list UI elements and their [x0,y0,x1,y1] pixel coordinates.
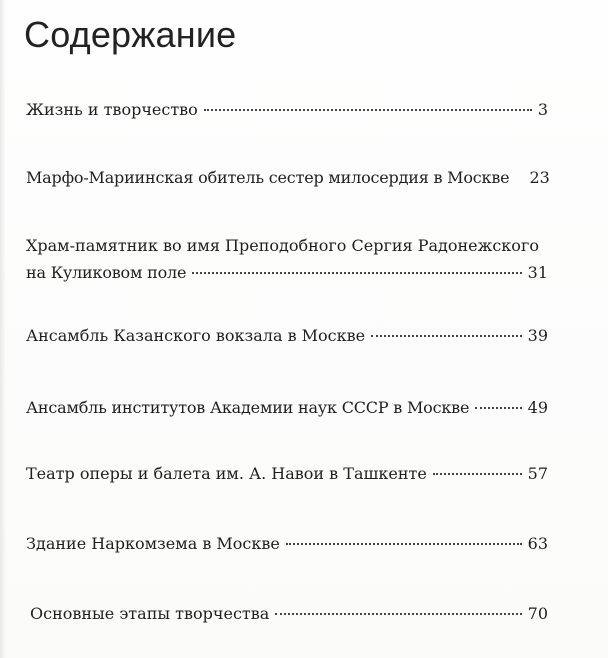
toc-entry-page: 63 [527,534,548,553]
toc-entry-page: 70 [527,604,548,623]
toc-entry-title: Марфо-Мариинская обитель сестер милосердия в Москве [26,168,510,187]
toc-entry [26,530,548,557]
toc-entry-title: Ансамбль Казанского вокзала в Москве [26,326,366,345]
dot-leader [515,177,523,179]
toc-entry [26,460,548,487]
toc-entry-page: 39 [527,326,548,345]
toc-entry [26,96,548,123]
toc-entry-title-line2: на Куликовом поле [26,263,187,282]
toc-entry-title: Здание Наркомзема в Москве [26,534,280,553]
toc-entry-title: Ансамбль институтов Академии наук СССР в Москве [26,398,470,417]
toc-entry [26,394,548,421]
dot-leader [204,109,532,111]
toc-entry-page: 49 [527,398,548,417]
toc-heading: Содержание [24,14,237,55]
toc-entry [26,232,548,286]
toc-entry [30,600,548,627]
toc-entry-page: 57 [527,464,548,483]
toc-entry-page: 23 [529,168,550,187]
toc-entry [26,322,548,349]
page-edge-shadow [0,0,6,658]
toc-entry-page: 31 [527,263,548,282]
dot-leader [275,613,521,615]
toc-entry-title: Основные этапы творчества [30,604,270,623]
dot-leader [192,272,521,274]
dot-leader [286,543,522,545]
toc-entry-title-line1: Храм-памятник во имя Преподобного Сергия Радонежского [26,236,539,255]
toc-entry-page: 3 [537,100,548,119]
toc-entry-title: Театр оперы и балета им. А. Навои в Ташкенте [26,464,427,483]
dot-leader [433,473,522,475]
dot-leader [371,335,522,337]
toc-entry [26,164,548,191]
dot-leader [475,407,521,409]
toc-entry-title: Жизнь и творчество [26,100,198,119]
